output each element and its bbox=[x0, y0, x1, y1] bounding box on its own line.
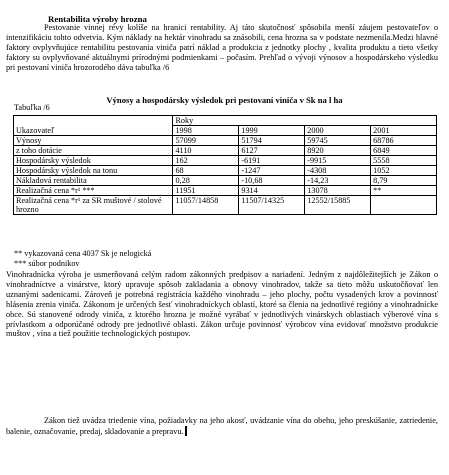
table-cell: 1052 bbox=[371, 166, 437, 176]
table-cell: 11507/14325 bbox=[239, 196, 305, 215]
table-cell: 57099 bbox=[173, 136, 239, 146]
table-cell: -9915 bbox=[305, 156, 371, 166]
table-row bbox=[14, 176, 437, 186]
row-label: z toho dotácie bbox=[14, 146, 173, 156]
table-cell: 68 bbox=[173, 166, 239, 176]
table-cell: -4308 bbox=[305, 166, 371, 176]
table-label: Tabuľka /6 bbox=[14, 103, 50, 112]
table-cell: 59745 bbox=[305, 136, 371, 146]
row-label: Realizačná cena *r¹ *** bbox=[14, 186, 173, 196]
table-cell: 6127 bbox=[239, 146, 305, 156]
table-cell: 11951 bbox=[173, 186, 239, 196]
table-cell: 11057/14858 bbox=[173, 196, 239, 215]
year-header: 1999 bbox=[239, 126, 305, 136]
table-cell: -1247 bbox=[239, 166, 305, 176]
table-cell bbox=[371, 196, 437, 215]
table-cell: 0,28 bbox=[173, 176, 239, 186]
table-cell: 162 bbox=[173, 156, 239, 166]
table-header-row bbox=[14, 116, 437, 126]
table-cell: 13078 bbox=[305, 186, 371, 196]
table-cell: 51794 bbox=[239, 136, 305, 146]
years-group-header: Roky bbox=[173, 116, 437, 126]
table-cell: -14,23 bbox=[305, 176, 371, 186]
year-header: 1998 bbox=[173, 126, 239, 136]
table-cell: 6849 bbox=[371, 146, 437, 156]
table-cell: -10,68 bbox=[239, 176, 305, 186]
closing-paragraph-text: Zákon tiež uvádza triedenie vína, požiadavky na jeho akosť, uvádzanie vína do obehu, jeho preskúšanie, zatriedenie, balenie, označovanie, predaj, skladovanie a prepravu. bbox=[6, 416, 438, 436]
table-cell: -6191 bbox=[239, 156, 305, 166]
table-cell: 4110 bbox=[173, 146, 239, 156]
yield-table bbox=[13, 115, 437, 215]
row-label: Nákladová rentabilita bbox=[14, 176, 173, 186]
table-note: ** vykazovaná cena 4037 Sk je nelogická bbox=[14, 249, 152, 258]
table-row bbox=[14, 196, 437, 215]
table-title: Výnosy a hospodársky výsledok pri pestovaní viniča v Sk na l ha bbox=[106, 95, 343, 105]
year-header: 2001 bbox=[371, 126, 437, 136]
table-note: *** súbor podnikov bbox=[14, 259, 80, 268]
table-cell: 5558 bbox=[371, 156, 437, 166]
table-row bbox=[14, 146, 437, 156]
table-notes bbox=[14, 249, 151, 269]
text-cursor bbox=[185, 426, 187, 436]
intro-paragraph-text: Pestovanie vinnej révy kolíše na hranici rentability. Aj táto skutočnosť spôsobila menší záujem pestovateľov o intenzifikáciu tohto odvetvia. Kým náklady na hektár vinohradu sa znásobili, cena hrozna sa v podstate nezmenila.Medzi hlavné faktory ovplyvňujúce rentabilitu pestovania viniča patrí náklad a produkcia z jednotky plochy , kvalita produktu a tieto všetky faktory su ovplyvňované aktuálnymi prírodnými podmienkami – počasím. Prehľad o vývoji výnosov a hospodárskeho výsledku pri pestovaní viniča hrozorodého dáva tabuľka /6 bbox=[6, 23, 438, 72]
table-row bbox=[14, 186, 437, 196]
closing-paragraph bbox=[6, 416, 438, 437]
table-cell: 68786 bbox=[371, 136, 437, 146]
intro-paragraph bbox=[6, 23, 438, 73]
row-label: Výnosy bbox=[14, 136, 173, 146]
row-label: Realizačná cena *r¹ za SR muštové / stolové hrozno bbox=[14, 196, 173, 215]
table-cell: 8,79 bbox=[371, 176, 437, 186]
table-row bbox=[14, 136, 437, 146]
legislation-paragraph: Vinohradnícka výroba je usmerňovaná celým radom zákonných predpisov a nariadení. Jedným z najdôležitejších je Zákon o vinohradníctve a vinárstve, ktorý upravuje spôsob zakladania a obnovy vinohradov, takže sa tieto môžu uskutočňovať len uznanými sadenicami. Zároveň je potrebná registrácia každého vinohradu – jeho plochy, počtu vysadených krov a povinnosť hlásenia zrenia viniča. Zákonom je určených šesť vinohradníckych oblastí, ktoré sa členia na jednotlivé regióny a vinohradnícke obce. Sú stanovené odrody viniča, z ktorého hrozna je možné vyrábať v jednotlivých vinárskych oblastiach výberové vína s prívlastkom a odporúčané odrody pre jednotlivé oblasti. Zákon určuje povinnosť výrobcov vína evidovať množstvo produkcie muštov , vína a tiež použitie technologických postupov. bbox=[6, 270, 438, 339]
table-cell: 8920 bbox=[305, 146, 371, 156]
indicator-header: Ukazovateľ bbox=[14, 116, 173, 136]
table-cell: ** bbox=[371, 186, 437, 196]
table-cell: 12552/15885 bbox=[305, 196, 371, 215]
row-label: Hospodársky výsledok na tonu bbox=[14, 166, 173, 176]
table-row bbox=[14, 166, 437, 176]
section-heading: Rentabilita výroby hrozna bbox=[48, 14, 147, 24]
table-row bbox=[14, 156, 437, 166]
table-cell: 9314 bbox=[239, 186, 305, 196]
year-header: 2000 bbox=[305, 126, 371, 136]
row-label: Hospodársky výsledok bbox=[14, 156, 173, 166]
